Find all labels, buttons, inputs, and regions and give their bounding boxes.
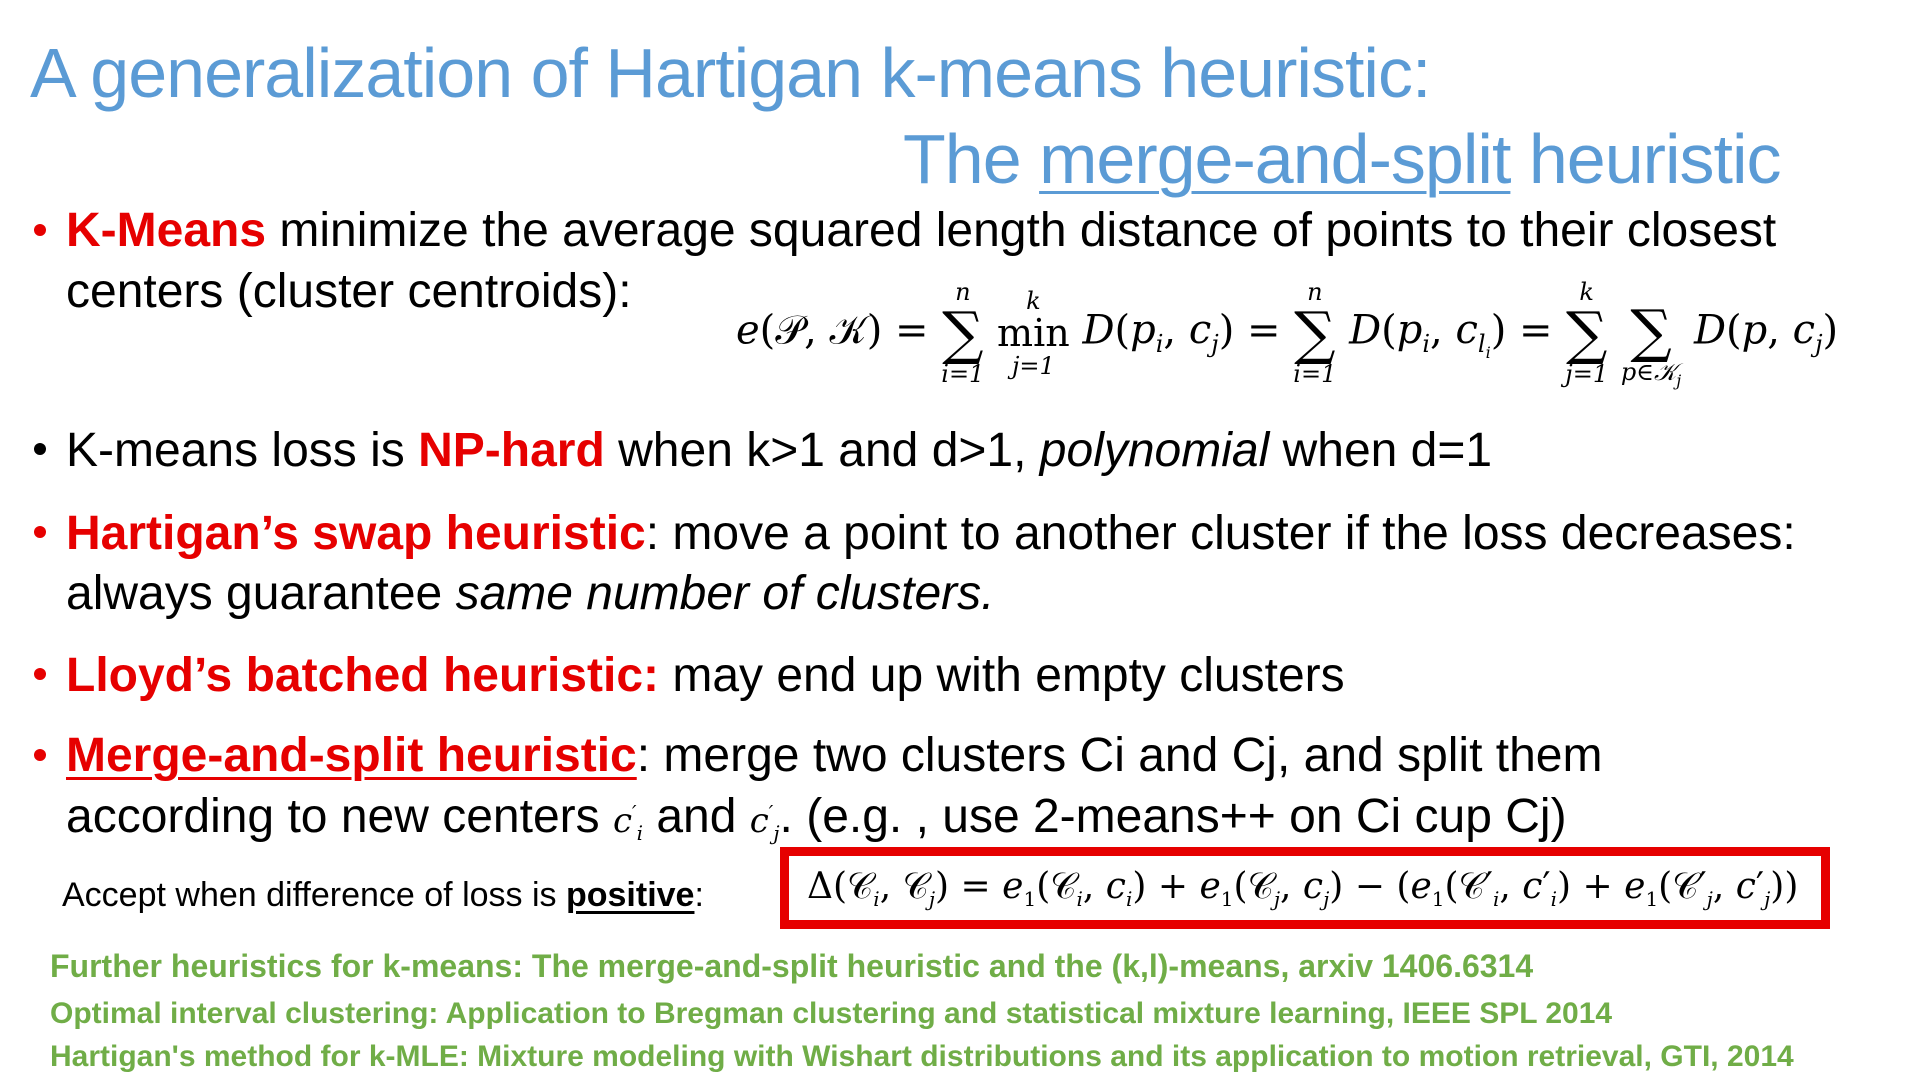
- bullet-kmeans-line1: [66, 204, 1777, 257]
- bullet-dot-nphard: [34, 443, 46, 455]
- reference-2: Optimal interval clustering: Application to Bregman clustering and statistical mixture learning, IEEE SPL 2014: [50, 997, 1613, 1030]
- lloyd-text: may end up with empty clusters: [659, 649, 1345, 702]
- kmeans-text1: minimize the average squared length distance of points to their closest: [266, 204, 1777, 257]
- slide-title-line1: [30, 34, 1431, 112]
- cj-prime-symbol: $c'_j$: [749, 800, 780, 845]
- bullet-dot-lloyd: [34, 668, 46, 680]
- slide-title-line2: [903, 120, 1781, 198]
- nphard-text-b: when k>1 and d>1,: [604, 424, 1040, 477]
- title-line2-underlined: merge-and-split: [1039, 120, 1511, 198]
- bullet-nphard: [66, 424, 1493, 477]
- bullet-hartigan-line2: [66, 567, 995, 620]
- kmeans-highlight: K-Means: [66, 204, 267, 257]
- bullet-kmeans-line2: [66, 265, 632, 318]
- accept-text-a: Accept when difference of loss is: [62, 876, 566, 914]
- delta-equation: Δ(𝒞$_i$, 𝒞$_j$) = $e_1(𝒞_i$, $c_i$) + $e_1(𝒞_j$, $c_j$) − ($e_1(𝒞'_i$, $c'_i$) + $e_1(𝒞'_j$, $c'_j$)): [807, 866, 1799, 912]
- mergesplit-text2a: according to new centers: [66, 790, 613, 843]
- kmeans-text2: centers (cluster centroids):: [66, 265, 632, 318]
- hartigan-highlight: Hartigan’s swap heuristic: [66, 507, 646, 560]
- kmeans-loss-equation: e(𝒫, 𝒦) = n ∑ i=1 k min j=1 $D(p_i$, $c_j$) = n ∑ i=1 $D(p_i$, $c_{l_i}$) = k ∑ j=1 ∑ p∈𝒦$_j$ D(p, $c_j$): [736, 278, 1839, 390]
- nphard-text-a: K-means loss is: [66, 424, 419, 477]
- mergesplit-text2b: and: [656, 790, 750, 843]
- bullet-hartigan-line1: [66, 507, 1796, 560]
- accept-text-b: :: [694, 876, 704, 914]
- mergesplit-text1: : merge two clusters Ci and Cj, and split them: [636, 729, 1603, 782]
- title-line1-text: A generalization of Hartigan k-means heuristic:: [30, 34, 1431, 112]
- bullet-lloyd: [66, 649, 1345, 702]
- reference-3: Hartigan's method for k-MLE: Mixture modeling with Wishart distributions and its application to motion retrieval, GTI, 2014: [50, 1040, 1794, 1073]
- accept-line: [62, 876, 704, 915]
- nphard-italic: polynomial: [1039, 424, 1270, 477]
- mergesplit-highlight: Merge-and-split heuristic: [66, 729, 637, 782]
- title-line2-prefix: The: [903, 120, 1040, 198]
- title-line2-suffix: heuristic: [1510, 120, 1781, 198]
- ci-prime-symbol: $c'_i$: [612, 800, 643, 845]
- bullet-dot-hartigan: [34, 526, 46, 538]
- hartigan-text2-italic: same number of clusters.: [455, 567, 995, 620]
- mergesplit-text2c: . (e.g. , use 2-means++ on Ci cup Cj): [779, 790, 1567, 843]
- bullet-dot-mergesplit: [34, 749, 46, 761]
- bullet-mergesplit-line1: [66, 729, 1603, 782]
- bullet-dot-kmeans: [34, 224, 46, 236]
- hartigan-text1: : move a point to another cluster if the loss decreases:: [645, 507, 1796, 560]
- reference-1: Further heuristics for k-means: The merge-and-split heuristic and the (k,l)-means, arxiv 1406.6314: [50, 948, 1534, 984]
- delta-equation-box: [780, 847, 1830, 929]
- accept-bold: positive: [565, 876, 695, 914]
- hartigan-text2a: always guarantee: [66, 567, 456, 620]
- nphard-text-c: when d=1: [1269, 424, 1493, 477]
- lloyd-highlight: Lloyd’s batched heuristic:: [66, 649, 659, 702]
- bullet-mergesplit-line2: [66, 790, 1567, 845]
- nphard-highlight: NP-hard: [418, 424, 605, 477]
